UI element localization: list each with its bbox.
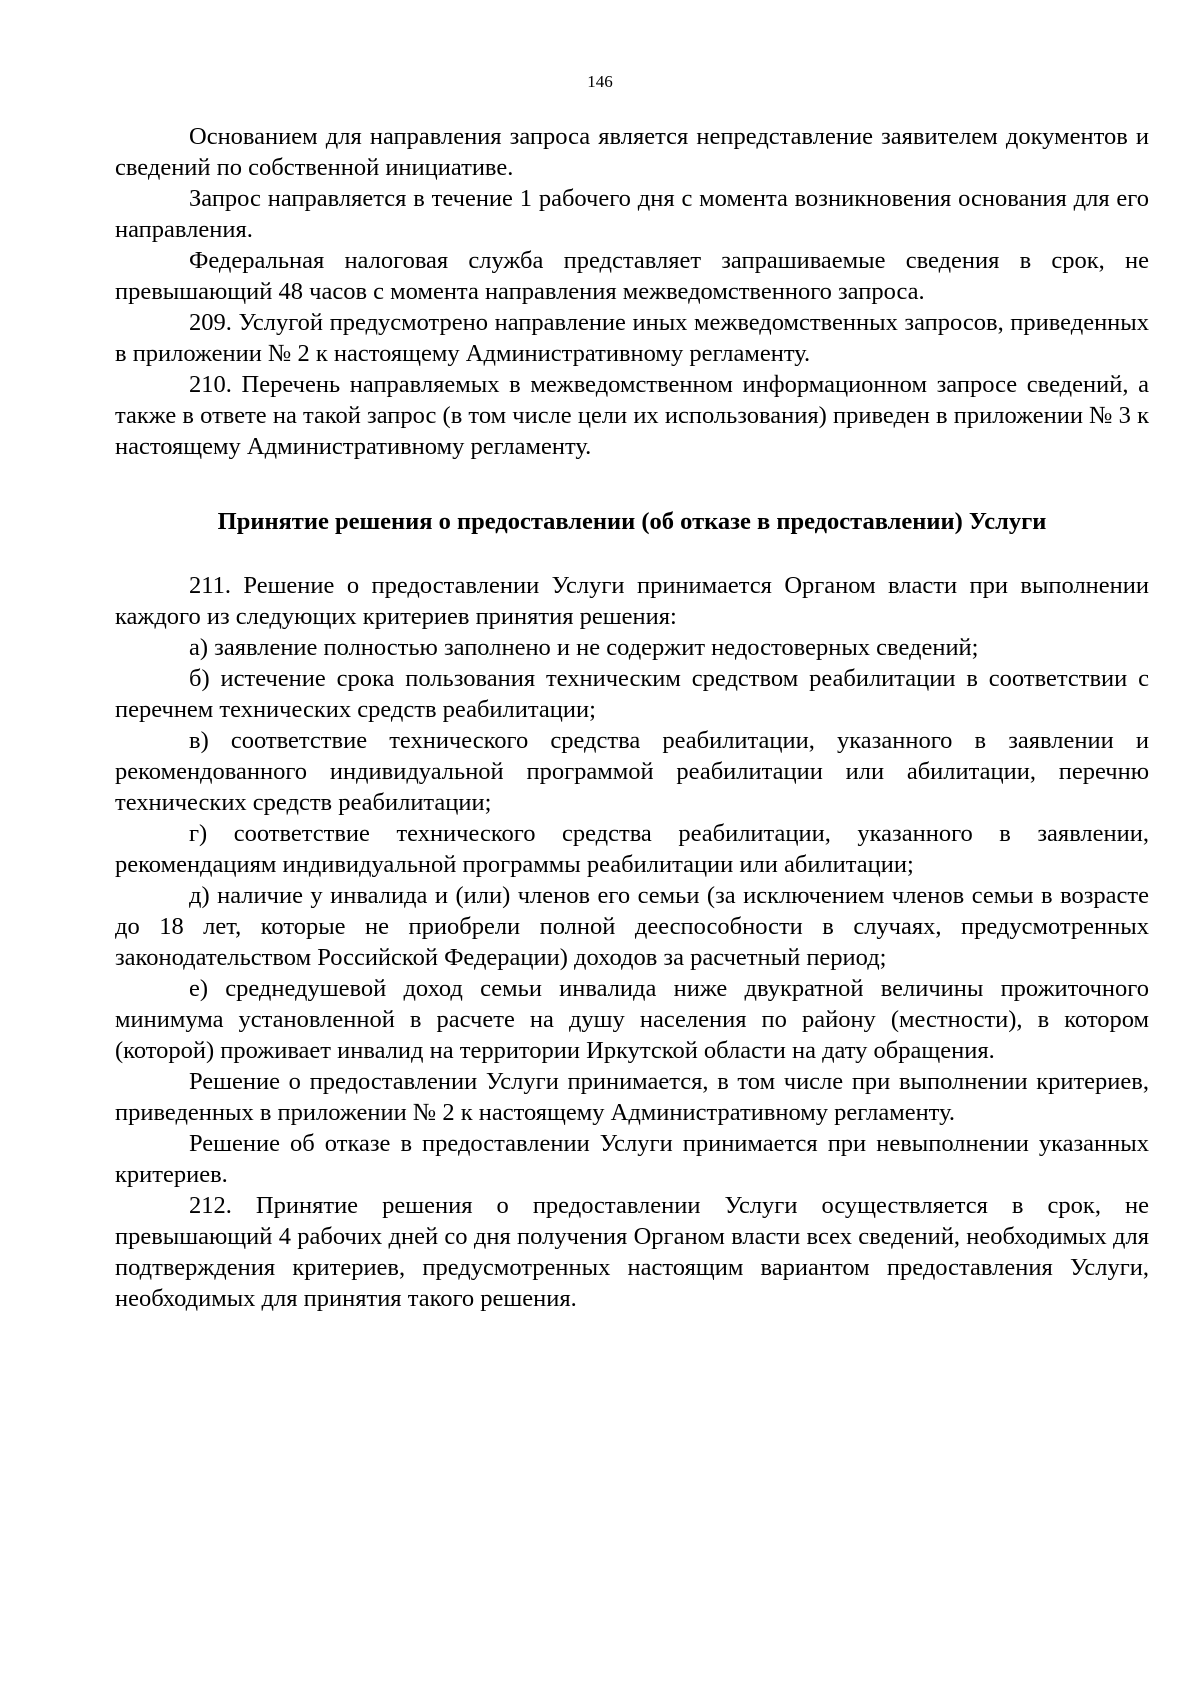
heading-spacer — [115, 537, 1149, 570]
paragraph-basis: Основанием для направления запроса является непредставление заявителем документов и сведений по собственной инициативе. — [115, 123, 1149, 181]
paragraph-request-timing: Запрос направляется в течение 1 рабочего дня с момента возникновения основания для его направления. — [115, 185, 1149, 243]
paragraph-210: 210. Перечень направляемых в межведомственном информационном запросе сведений, а также в ответе на такой запрос (в том числе цели их использования) приведен в приложении № 3 к настоящему Административному регламенту. — [115, 371, 1149, 460]
paragraph-decision-refusal: Решение об отказе в предоставлении Услуги принимается при невыполнении указанных критериев. — [115, 1130, 1149, 1188]
paragraph-decision-grant: Решение о предоставлении Услуги принимается, в том числе при выполнении критериев, приведенных в приложении № 2 к настоящему Административному регламенту. — [115, 1068, 1149, 1126]
criterion-a: а) заявление полностью заполнено и не содержит недостоверных сведений; — [189, 634, 979, 661]
criterion-e: е) среднедушевой доход семьи инвалида ниже двукратной величины прожиточного минимума установленной в расчете на душу населения по району (местности), в котором (которой) проживает инвалид на территории Иркутской области на дату обращения. — [115, 975, 1149, 1064]
criterion-g: г) соответствие технического средства реабилитации, указанного в заявлении, рекомендациям индивидуальной программы реабилитации или абилитации; — [115, 820, 1149, 878]
document-body — [115, 121, 1149, 1314]
criterion-v: в) соответствие технического средства реабилитации, указанного в заявлении и рекомендованного индивидуальной программой реабилитации или абилитации, перечню технических средств реабилитации; — [115, 727, 1149, 816]
paragraph-212: 212. Принятие решения о предоставлении Услуги осуществляется в срок, не превышающий 4 рабочих дней со дня получения Органом власти всех сведений, необходимых для подтверждения критериев, предусмотренных настоящим вариантом предоставления Услуги, необходимых для принятия такого решения. — [115, 1192, 1149, 1312]
paragraph-209: 209. Услугой предусмотрено направление иных межведомственных запросов, приведенных в приложении № 2 к настоящему Административному регламенту. — [115, 309, 1149, 367]
section-heading: Принятие решения о предоставлении (об отказе в предоставлении) Услуги — [217, 508, 1047, 535]
paragraph-211: 211. Решение о предоставлении Услуги принимается Органом власти при выполнении каждого из следующих критериев принятия решения: — [115, 572, 1149, 630]
paragraph-tax-service: Федеральная налоговая служба представляет запрашиваемые сведения в срок, не превышающий 48 часов с момента направления межведомственного запроса. — [115, 247, 1149, 305]
criterion-d: д) наличие у инвалида и (или) членов его семьи (за исключением членов семьи в возрасте до 18 лет, которые не приобрели полной дееспособности в случаях, предусмотренных законодательством Российской Федерации) доходов за расчетный период; — [115, 882, 1149, 971]
criterion-b: б) истечение срока пользования техническим средством реабилитации в соответствии с перечнем технических средств реабилитации; — [115, 665, 1149, 723]
page-number: 146 — [587, 72, 613, 91]
